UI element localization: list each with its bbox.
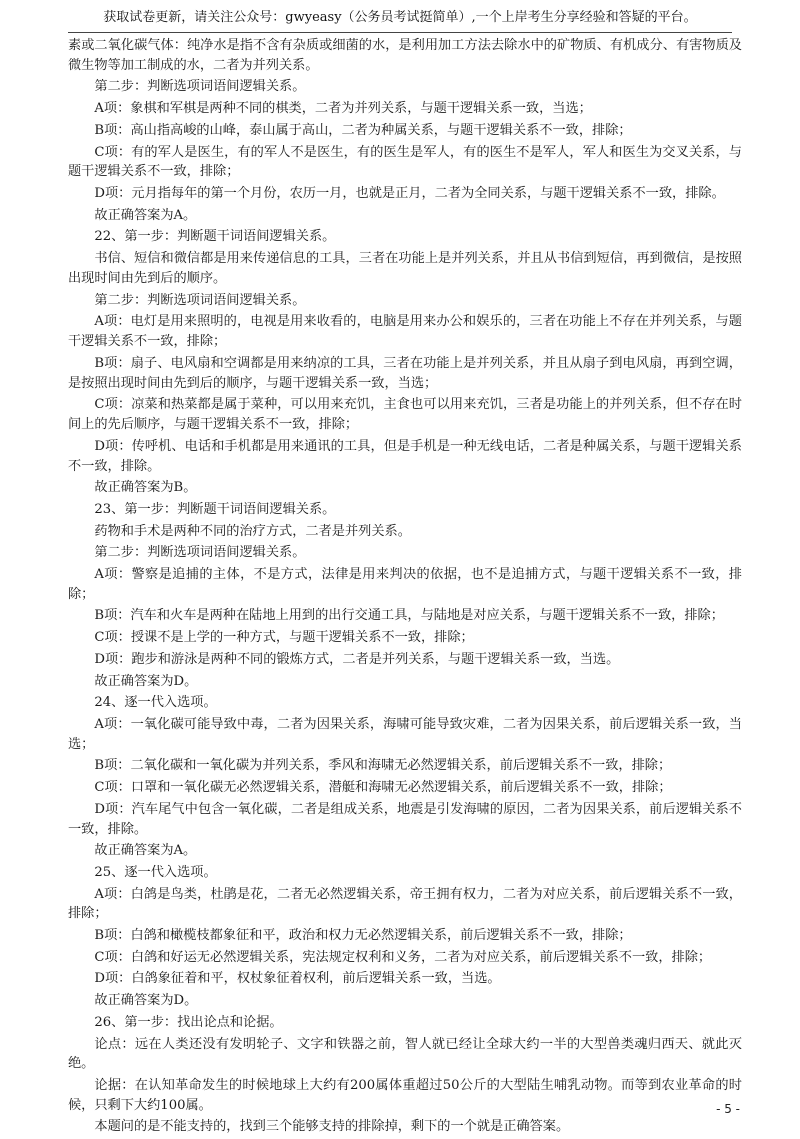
paragraph: B项：高山指高峻的山峰，泰山属于高山，二者为种属关系，与题干逻辑关系不一致，排除； xyxy=(94,122,632,138)
paragraph: 药物和手术是两种不同的治疗方式，二者是并列关系。 xyxy=(94,523,411,539)
document-body xyxy=(68,36,742,1139)
paragraph: 素或二氧化碳气体：纯净水是指不含有杂质或细菌的水，是利用加工方法去除水中的矿物质、有机成分、有害物质及微生物等加工制成的水，二者为并列关系。 xyxy=(68,38,742,73)
paragraph: D项：元月指每年的第一个月份，农历一月，也就是正月，二者为全同关系，与题干逻辑关系不一致，排除。 xyxy=(94,186,725,202)
paragraph: 23、第一步：判断题干词语间逻辑关系。 xyxy=(94,501,336,517)
paragraph: D项：汽车尾气中包含一氧化碳，二者是组成关系，地震是引发海啸的原因，二者为因果关系，前后逻辑关系不一致，排除。 xyxy=(68,801,742,837)
header-divider xyxy=(68,32,732,33)
paragraph: 故正确答案为A。 xyxy=(94,843,197,859)
paragraph: 故正确答案为A。 xyxy=(94,207,197,223)
paragraph: A项：一氧化碳可能导致中毒，二者为因果关系，海啸可能导致灾难，二者为因果关系，前后逻辑关系一致，当选； xyxy=(68,716,742,752)
paragraph: B项：白鸽和橄榄枝都象征和平，政治和权力无必然逻辑关系，前后逻辑关系不一致，排除； xyxy=(94,928,632,944)
paragraph: C项：口罩和一氧化碳无必然逻辑关系，潜艇和海啸无必然逻辑关系，前后逻辑关系不一致，排除； xyxy=(94,780,672,796)
paragraph: C项：凉菜和热菜都是属于菜种，可以用来充饥，主食也可以用来充饥，三者是功能上的并列关系，但不存在时间上的先后顺序，与题干逻辑关系不一致，排除； xyxy=(68,397,742,433)
page-number: - 5 - xyxy=(716,1102,740,1116)
paragraph: A项：象棋和军棋是两种不同的棋类，二者为并列关系，与题干逻辑关系一致，当选； xyxy=(94,101,592,117)
paragraph: C项：白鸽和好运无必然逻辑关系，宪法规定权利和义务，二者为对应关系，前后逻辑关系不一致，排除； xyxy=(94,949,712,965)
paragraph: 论点：远在人类还没有发明轮子、文字和铁器之前，智人就已经让全球大约一半的大型兽类魂归西天、就此灭绝。 xyxy=(68,1036,742,1072)
paragraph: A项：警察是追捕的主体，不是方式，法律是用来判决的依据，也不是追捕方式，与题干逻辑关系不一致，排除； xyxy=(68,566,742,602)
paragraph: D项：跑步和游泳是两种不同的锻炼方式，二者是并列关系，与题干逻辑关系一致，当选。 xyxy=(94,651,620,667)
paragraph: 第二步：判断选项词语间逻辑关系。 xyxy=(94,292,306,308)
paragraph: D项：白鸽象征着和平，权杖象征着权利，前后逻辑关系一致，当选。 xyxy=(94,971,501,987)
paragraph: 论据：在认知革命发生的时候地球上大约有200属体重超过50公斤的大型陆生哺乳动物。而等到农业革命的时候，只剩下大约100属。 xyxy=(68,1078,742,1113)
paragraph: 故正确答案为B。 xyxy=(94,480,197,496)
page-header: 获取试卷更新，请关注公众号：gwyeasy（公务员考试挺简单）,一个上岸考生分享经验和答疑的平台。 xyxy=(103,10,697,25)
paragraph: C项：有的军人是医生，有的军人不是医生，有的医生是军人，有的医生不是军人，军人和医生为交叉关系，与题干逻辑关系不一致，排除； xyxy=(68,144,742,180)
paragraph: 第二步：判断选项词语间逻辑关系。 xyxy=(94,545,306,561)
paragraph: A项：白鸽是鸟类，杜鹃是花，二者无必然逻辑关系，帝王拥有权力，二者为对应关系，前后逻辑关系不一致，排除； xyxy=(68,886,742,922)
paragraph: 本题问的是不能支持的，找到三个能够支持的排除掉，剩下的一个就是正确答案。 xyxy=(94,1119,570,1135)
paragraph: 故正确答案为D。 xyxy=(94,993,198,1009)
paragraph: 24、逐一代入选项。 xyxy=(94,695,217,711)
paragraph: 故正确答案为D。 xyxy=(94,673,198,689)
paragraph: 22、第一步：判断题干词语间逻辑关系。 xyxy=(94,229,336,245)
paragraph: B项：二氧化碳和一氧化碳为并列关系，季风和海啸无必然逻辑关系，前后逻辑关系不一致，排除； xyxy=(94,758,672,774)
paragraph: 书信、短信和微信都是用来传递信息的工具，三者在功能上是并列关系，并且从书信到短信，再到微信，是按照出现时间由先到后的顺序。 xyxy=(68,251,742,286)
paragraph: 第二步：判断选项词语间逻辑关系。 xyxy=(94,79,306,95)
paragraph: A项：电灯是用来照明的，电视是用来收看的，电脑是用来办公和娱乐的，三者在功能上不存在并列关系，与题干逻辑关系不一致，排除； xyxy=(68,314,742,350)
paragraph: B项：汽车和火车是两种在陆地上用到的出行交通工具，与陆地是对应关系，与题干逻辑关系不一致，排除； xyxy=(94,608,724,624)
paragraph: C项：授课不是上学的一种方式，与题干逻辑关系不一致，排除； xyxy=(94,630,474,646)
paragraph: B项：扇子、电风扇和空调都是用来纳凉的工具，三者在功能上是并列关系，并且从扇子到电风扇，再到空调，是按照出现时间由先到后的顺序，与题干逻辑关系一致，当选； xyxy=(68,355,742,391)
paragraph: 25、逐一代入选项。 xyxy=(94,864,217,880)
paragraph: D项：传呼机、电话和手机都是用来通讯的工具，但是手机是一种无线电话，二者是种属关系，与题干逻辑关系不一致，排除。 xyxy=(68,438,742,474)
paragraph: 26、第一步：找出论点和论据。 xyxy=(94,1014,283,1030)
